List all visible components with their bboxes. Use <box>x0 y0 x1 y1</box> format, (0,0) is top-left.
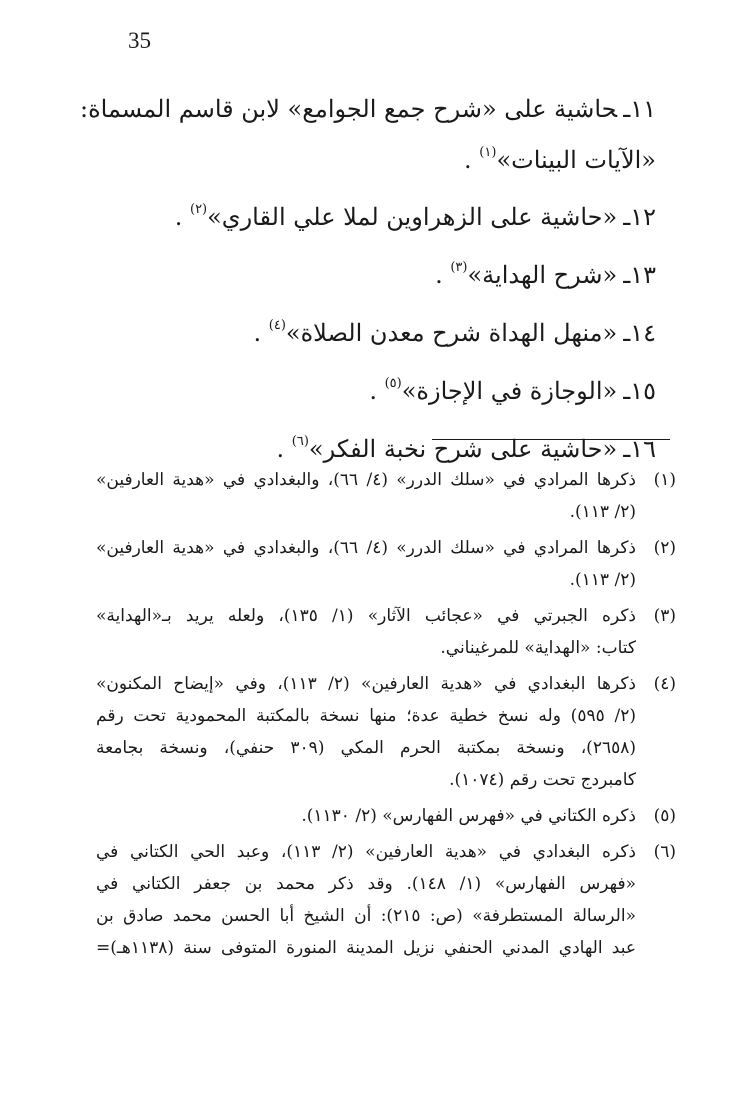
item-title: «الوجازة في الإجازة» <box>401 377 618 405</box>
footnote-number: (٤) <box>653 674 676 694</box>
page-number: 35 <box>128 28 151 53</box>
footnote-ref: (٦) <box>291 434 309 449</box>
footnote-line: «فهرس الفهارس» (١/ ١٤٨). وقد ذكر محمد بن جعفر الكتاني في <box>96 874 636 894</box>
footnote-line: (٢/ ٥٩٥) وله نسخ خطية عدة؛ منها نسخة بالمكتبة المحمودية تحت رقم <box>96 706 636 726</box>
footnote-ref: (٢) <box>189 202 208 217</box>
footnote-ref: (١) <box>479 145 497 160</box>
book-list <box>80 80 656 478</box>
footnote-separator <box>432 439 670 440</box>
list-item: ١٤ـ«منهل الهداة شرح معدن الصلاة»$^{(٤)}$ . <box>253 318 656 347</box>
footnote-line: (٢٦٥٨)، ونسخة بمكتبة الحرم المكي (٣٠٩ حنفي)، ونسخة بجامعة <box>96 738 636 758</box>
footnote <box>96 532 676 596</box>
footnote-line: ذكره البغدادي في «هدية العارفين» (٢/ ١١٣)، وعبد الحي الكتاني في <box>96 842 637 862</box>
footnote-number: (٣) <box>653 606 676 626</box>
footnote-ref: (٥) <box>384 376 402 391</box>
footnote-line: (٢/ ١١٣). <box>569 502 636 522</box>
item-title: «حاشية على شرح نخبة الفكر» <box>308 435 618 463</box>
footnote-line: ذكره الجبرتي في «عجائب الآثار» (١/ ١٣٥)، ولعله يريد بـ«الهداية» <box>96 606 636 626</box>
footnote-ref: (٤) <box>268 318 286 333</box>
footnote-line: (٢/ ١١٣). <box>569 570 636 590</box>
item-title: حاشية على «شرح جمع الجوامع» لابن قاسم المسماة: <box>80 95 618 123</box>
footnote <box>96 800 676 832</box>
footnote-line: عبد الهادي المدني الحنفي نزيل المدينة المنورة المتوفى سنة (١١٣٨هـ)= <box>96 938 636 958</box>
footnote <box>96 464 676 528</box>
item-title: «حاشية على الزهراوين لملا علي القاري» <box>207 203 618 231</box>
list-item: ١٦ـ«حاشية على شرح نخبة الفكر»$^{(٦)}$ . <box>276 434 656 463</box>
list-item <box>80 80 656 138</box>
list-item-continuation: «الآيات البينات»$^{(١)}$ . <box>464 145 656 174</box>
item-title: «الآيات البينات» <box>496 146 656 174</box>
footnote-number: (١) <box>653 470 676 490</box>
footnote <box>96 600 676 664</box>
footnote-number: (٦) <box>653 842 676 862</box>
footnote-line: كتاب: «الهداية» للمرغيناني. <box>440 638 636 658</box>
footnote-line: «الرسالة المستطرفة» (ص: ٢١٥): أن الشيخ أبا الحسن محمد صادق بن <box>96 906 636 926</box>
footnote-number: (٥) <box>653 806 676 826</box>
footnote-line: ذكره الكتاني في «فهرس الفهارس» (٢/ ١١٣٠). <box>301 806 636 826</box>
item-number: ١٢ـ <box>623 203 656 231</box>
item-number: ١٣ـ <box>623 261 656 289</box>
footnote-ref: (٣) <box>450 260 468 275</box>
footnote <box>96 668 676 796</box>
list-item: ١٣ـ«شرح الهداية»$^{(٣)}$ . <box>435 260 656 289</box>
footnote <box>96 836 676 964</box>
footnotes <box>96 464 676 968</box>
list-item: ١٥ـ«الوجازة في الإجازة»$^{(٥)}$ . <box>369 376 656 405</box>
item-number: ١٤ـ <box>623 319 656 347</box>
item-number: ١٦ـ <box>623 435 656 463</box>
footnote-line: كامبردج تحت رقم (١٠٧٤). <box>449 770 636 790</box>
footnote-number: (٢) <box>653 538 676 558</box>
footnote-line: ذكرها البغدادي في «هدية العارفين» (٢/ ١١٣)، وفي «إيضاح المكنون» <box>96 674 636 694</box>
item-number: ١٥ـ <box>623 377 656 405</box>
item-title: «شرح الهداية» <box>467 261 618 289</box>
list-item: ١٢ـ«حاشية على الزهراوين لملا علي القاري»$^{(٢)}$ . <box>174 202 656 231</box>
item-number: ١١ـ <box>623 95 656 123</box>
footnote-line: ذكرها المرادي في «سلك الدرر» (٤/ ٦٦)، والبغدادي في «هدية العارفين» <box>96 538 636 558</box>
footnote-line: ذكرها المرادي في «سلك الدرر» (٤/ ٦٦)، والبغدادي في «هدية العارفين» <box>96 470 636 490</box>
item-title: «منهل الهداة شرح معدن الصلاة» <box>285 319 618 347</box>
